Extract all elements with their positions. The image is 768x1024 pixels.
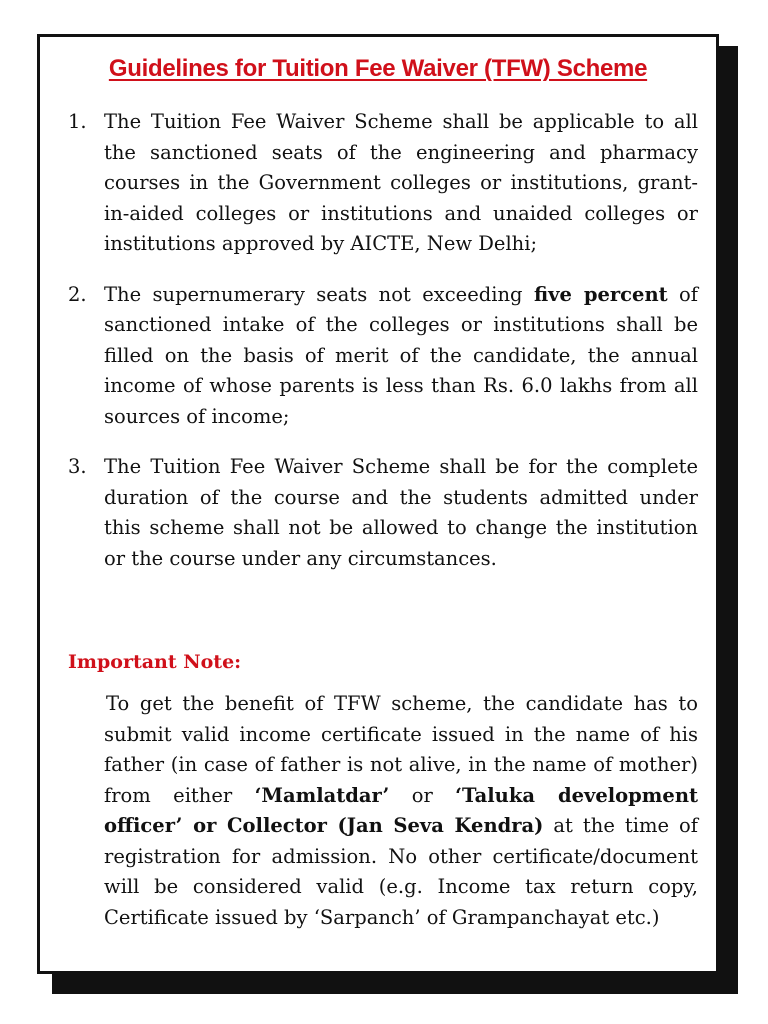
important-note-text bbox=[104, 689, 698, 933]
note-text-segment: To get the benefit of TFW scheme, the candidate has to submit valid income certificate issued in the name of his father (in case of father is not alive, in the name of mother) from either bbox=[104, 692, 698, 807]
item-text bbox=[104, 107, 698, 260]
item-text-segment: The Tuition Fee Waiver Scheme shall be for the complete duration of the course and the students admitted under this scheme shall not be allowed to change the institution or the course under any circumstances. bbox=[104, 455, 698, 570]
emphasis-mamlatdar: ‘Mamlatdar’ bbox=[254, 783, 390, 807]
item-text-segment: of sanctioned intake of the colleges or institutions shall be filled on the basis of merit of the candidate, the annual income of whose parents is less than Rs. 6.0 lakhs from all sources of income; bbox=[104, 282, 699, 428]
item-number: 3. bbox=[68, 455, 87, 478]
note-text-segment: or bbox=[389, 783, 456, 807]
note-text-segment: at the time of registration for admission. No other certificate/document will be considered valid (e.g. Income tax return copy, Certificate issued by ‘Sarpanch’ of Grampanchayat etc.) bbox=[104, 814, 698, 929]
item-text-segment: The supernumerary seats not exceeding bbox=[104, 282, 534, 306]
item-text-segment: The Tuition Fee Waiver Scheme shall be applicable to all the sanctioned seats of the engineering and pharmacy courses in the Government colleges or institutions, grant-in-aided colleges or institutions and unaided colleges or institutions approved by AICTE, New Delhi; bbox=[104, 110, 698, 255]
item-text bbox=[104, 280, 698, 433]
item-text bbox=[104, 452, 698, 574]
list-item bbox=[68, 452, 698, 574]
document-title: Guidelines for Tuition Fee Waiver (TFW) Scheme bbox=[108, 55, 648, 82]
emphasis-taluka-officer: ‘Taluka development officer’ or Collector (Jan Seva Kendra) bbox=[104, 783, 698, 837]
important-note-heading: Important Note: bbox=[68, 651, 242, 673]
guidelines-card bbox=[37, 34, 719, 974]
item-number: 2. bbox=[68, 282, 87, 306]
emphasis-five-percent: five percent bbox=[533, 282, 668, 306]
list-item bbox=[68, 280, 698, 433]
guidelines-list bbox=[68, 107, 698, 594]
item-number: 1. bbox=[68, 110, 87, 133]
list-item bbox=[68, 107, 698, 260]
